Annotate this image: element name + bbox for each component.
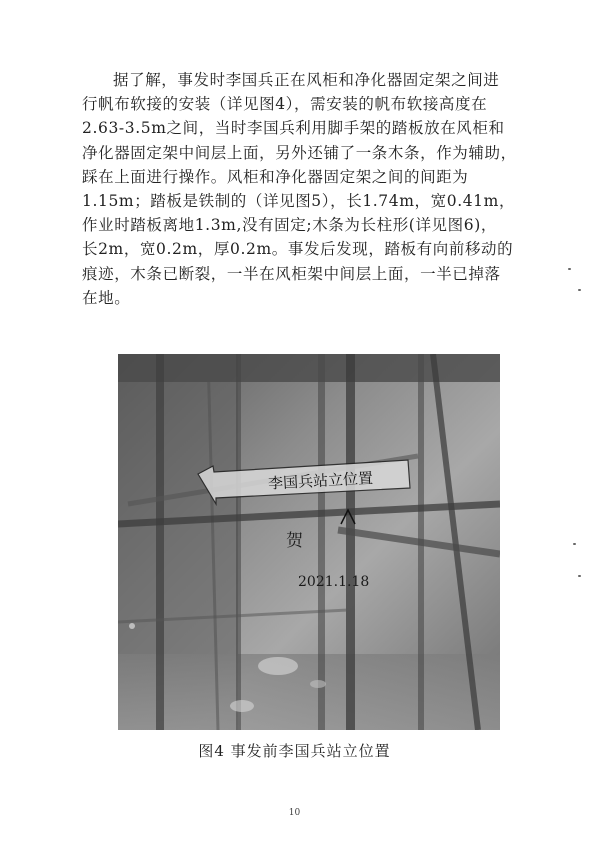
paragraph-line: 据了解，事发时李国兵正在风柜和净化器固定架之间进 xyxy=(113,71,500,89)
scan-speck xyxy=(568,268,571,270)
paragraph-line: 行帆布软接的安装（详见图4），需安装的帆布软接高度在 xyxy=(82,95,488,114)
handwriting-date: 2021.1.18 xyxy=(298,574,370,590)
paragraph-line: 踩在上面进行操作。风柜和净化器固定架之间的间距为 xyxy=(82,167,469,186)
paragraph-line: 在地。 xyxy=(82,288,131,307)
scan-speck xyxy=(578,289,581,291)
paragraph-line: 1.15m；踏板是铁制的（详见图5），长1.74m，宽0.41m， xyxy=(82,192,516,211)
scan-speck xyxy=(573,543,576,545)
body-paragraph xyxy=(82,68,538,310)
scan-speck xyxy=(578,575,581,577)
page-number: 10 xyxy=(288,808,301,818)
paragraph-line: 净化器固定架中间层上面，另外还铺了一条木条，作为辅助， xyxy=(82,143,517,162)
paragraph-line: 痕迹，木条已断裂，一半在风柜架中间层上面，一半已掉落 xyxy=(82,264,501,283)
paragraph-line: 长2m，宽0.2m，厚0.2m。事发后发现，踏板有向前移动的 xyxy=(82,240,514,259)
figure-caption: 图4 事发前李国兵站立位置 xyxy=(198,742,391,760)
scene-photo xyxy=(118,354,500,730)
handwriting-label: 李国兵站立位置 xyxy=(267,469,374,493)
paragraph-line: 2.63-3.5m之间，当时李国兵利用脚手架的踏板放在风柜和 xyxy=(82,119,505,138)
paragraph-line: 作业时踏板离地1.3m,没有固定;木条为长柱形(详见图6)， xyxy=(82,216,497,235)
handwriting-name: 贺 xyxy=(286,531,303,551)
